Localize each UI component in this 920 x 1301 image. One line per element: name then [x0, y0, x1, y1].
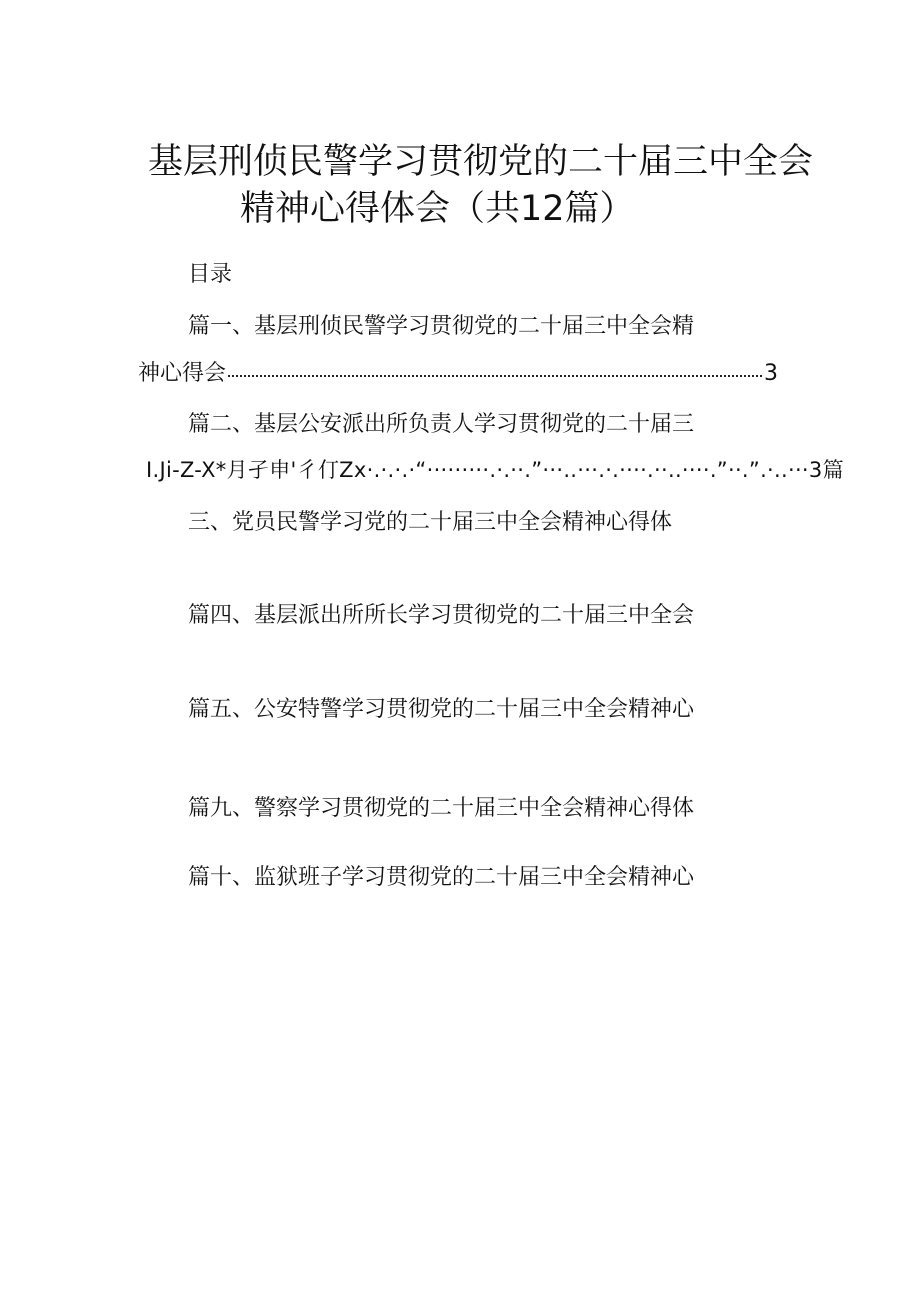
toc-entry-1-line-2[interactable]	[138, 356, 778, 387]
toc-entry-1-line-1[interactable]: 篇一、基层刑侦民警学习贯彻党的二十届三中全会精	[188, 314, 695, 339]
toc-entry-7[interactable]: 篇十、监狱班子学习贯彻党的二十届三中全会精神心	[188, 865, 695, 890]
toc-heading: 目录	[188, 262, 233, 287]
dot-leader	[228, 358, 762, 380]
toc-entry-3[interactable]: 三、党员民警学习党的二十届三中全会精神心得体	[188, 510, 673, 535]
toc-entry-5[interactable]: 篇五、公安特警学习贯彻党的二十届三中全会精神心	[188, 697, 695, 722]
toc-entry-1-text: 神心得会	[138, 361, 227, 386]
toc-entry-6[interactable]: 篇九、警察学习贯彻党的二十届三中全会精神心得体	[188, 796, 695, 821]
document-title-line-2: 精神心得体会（共12篇）	[240, 189, 635, 229]
toc-entry-2-line-2[interactable]: I.Ji-Z-X*月孑申'彳仃Zx·.·.·.·“·········.·.··.”···..···.·.····.··..····.”··.”.·..···3篇	[146, 458, 844, 482]
toc-entry-4[interactable]: 篇四、基层派出所所长学习贯彻党的二十届三中全会	[188, 603, 695, 628]
toc-entry-2-line-1[interactable]: 篇二、基层公安派出所负责人学习贯彻党的二十届三	[188, 412, 695, 437]
document-title-line-1: 基层刑侦民警学习贯彻党的二十届三中全会	[148, 142, 814, 182]
toc-entry-1-page: 3	[764, 361, 778, 386]
